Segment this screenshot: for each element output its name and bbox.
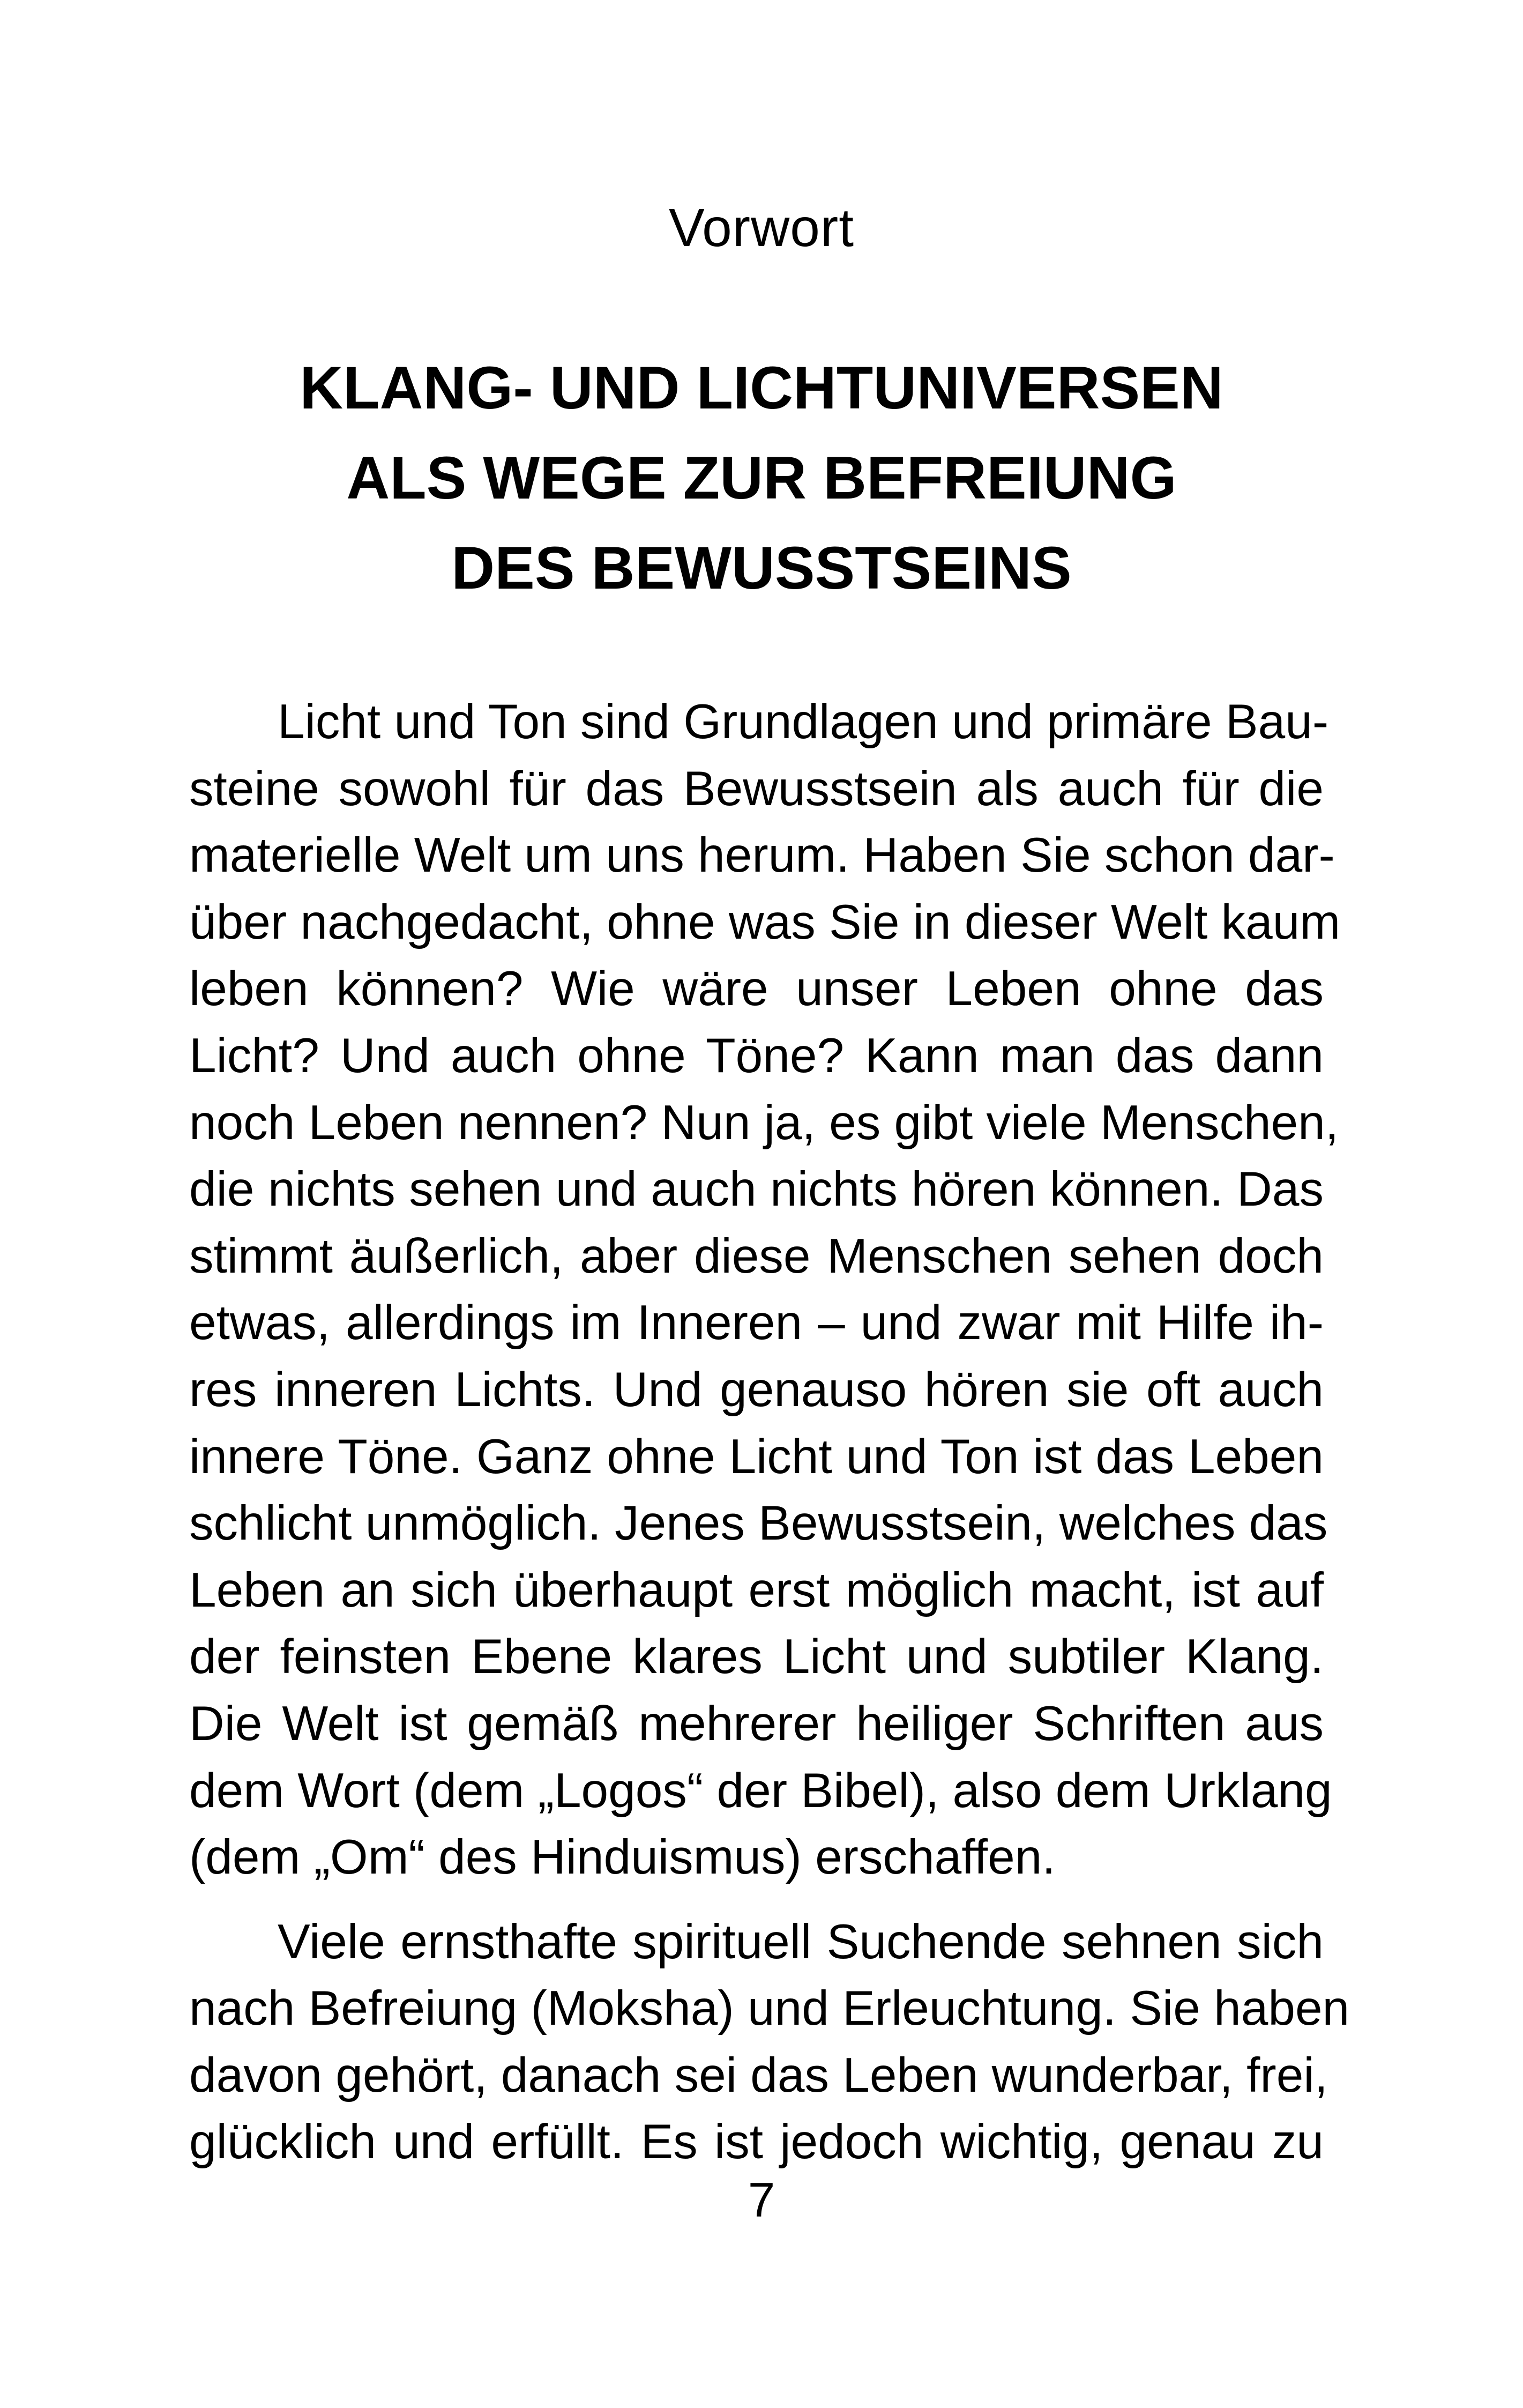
text-line: der feinsten Ebene klares Licht und subtiler Klang.: [189, 1630, 1324, 1684]
chapter-label: Vorwort: [668, 198, 854, 258]
paragraph-2: [189, 1909, 1350, 2176]
page-number: 7: [748, 2173, 775, 2227]
chapter-title: [0, 343, 1523, 613]
text-line: Licht? Und auch ohne Töne? Kann man das dann: [189, 1028, 1324, 1083]
title-line: KLANG- UND LICHTUNIVERSEN: [300, 354, 1223, 421]
title-line: ALS WEGE ZUR BEFREIUNG: [346, 444, 1177, 511]
text-line: davon gehört, danach sei das Leben wunderbar, frei,: [189, 2048, 1328, 2102]
text-line: Die Welt ist gemäß mehrerer heiliger Schriften aus: [189, 1696, 1324, 1751]
text-line: Leben an sich überhaupt erst möglich macht, ist auf: [189, 1563, 1324, 1617]
text-line: die nichts sehen und auch nichts hören können. Das: [189, 1162, 1324, 1217]
paragraph-1: [189, 689, 1341, 1891]
text-line: über nachgedacht, ohne was Sie in dieser Welt kaum: [189, 895, 1341, 949]
text-line: etwas, allerdings im Inneren – und zwar mit Hilfe ih-: [189, 1296, 1324, 1350]
text-line: stimmt äußerlich, aber diese Menschen sehen doch: [189, 1229, 1324, 1283]
text-line: schlicht unmöglich. Jenes Bewusstsein, welches das: [189, 1496, 1328, 1551]
title-line: DES BEWUSSTSEINS: [451, 534, 1072, 601]
text-line: Viele ernsthafte spirituell Suchende sehnen sich: [278, 1914, 1324, 1969]
text-line: materielle Welt um uns herum. Haben Sie schon dar-: [189, 828, 1335, 883]
text-line: res inneren Lichts. Und genauso hören sie oft auch: [189, 1362, 1324, 1417]
text-line: nach Befreiung (Moksha) und Erleuchtung. Sie haben: [189, 1981, 1350, 2036]
body-text: [189, 689, 1350, 2176]
text-line: Licht und Ton sind Grundlagen und primäre Bau-: [278, 695, 1329, 749]
text-line: noch Leben nennen? Nun ja, es gibt viele Menschen,: [189, 1095, 1339, 1150]
text-line: leben können? Wie wäre unser Leben ohne das: [189, 962, 1324, 1016]
text-line: dem Wort (dem „Logos“ der Bibel), also dem Urklang: [189, 1763, 1332, 1818]
text-line: steine sowohl für das Bewusstsein als auch für die: [189, 761, 1324, 816]
text-line: innere Töne. Ganz ohne Licht und Ton ist das Leben: [189, 1429, 1324, 1484]
text-line: (dem „Om“ des Hinduismus) erschaffen.: [189, 1830, 1056, 1885]
text-line: glücklich und erfüllt. Es ist jedoch wichtig, genau zu: [189, 2115, 1324, 2169]
